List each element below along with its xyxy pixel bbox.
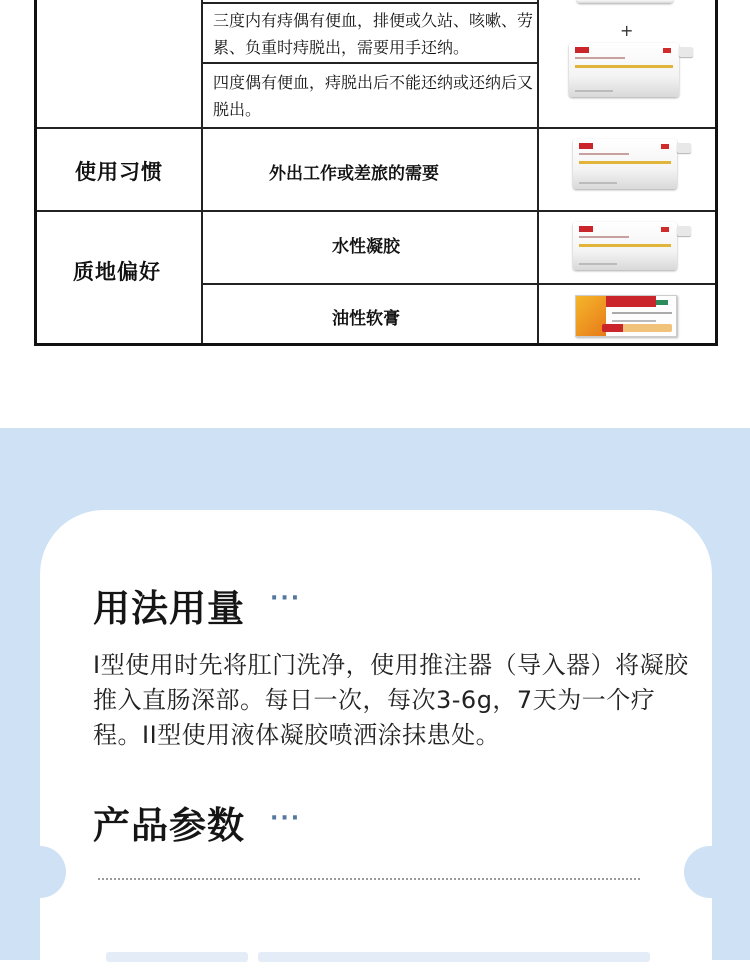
table-divider — [201, 283, 715, 285]
table-divider — [201, 0, 203, 343]
product-tube-image — [573, 139, 677, 189]
habit-value: 外出工作或差旅的需要 — [269, 164, 439, 184]
texture-category-label: 质地偏好 — [73, 260, 161, 284]
product-tube-image — [577, 0, 673, 3]
table-divider — [201, 2, 537, 4]
usage-section-title: 用法用量 — [93, 587, 245, 630]
texture-gel-label: 水性凝胶 — [332, 237, 400, 257]
product-tube-image — [569, 43, 679, 97]
card-notch-right — [684, 846, 736, 898]
usage-instructions: I型使用时先将肛门洗净，使用推注器（导入器）将凝胶推入直肠深部。每日一次，每次3-6g，7天为一个疗程。II型使用液体凝胶喷洒涂抹患处。 — [93, 651, 689, 749]
usage-title-dots: ··· — [270, 586, 302, 611]
table-divider — [201, 62, 537, 64]
product-tube-image — [573, 222, 677, 270]
fourth-degree-description: 四度偶有便血，痔脱出后不能还纳或还纳后又脱出。 — [213, 73, 534, 119]
card-notch-left — [14, 846, 66, 898]
plus-sign: + — [620, 21, 634, 40]
product-box-image — [575, 295, 677, 337]
table-divider — [537, 0, 539, 343]
params-title-dots: ··· — [270, 806, 302, 831]
third-degree-description: 三度内有痔偶有便血，排便或久站、咳嗽、劳累、负重时痔脱出，需要用手还纳。 — [213, 11, 534, 57]
texture-ointment-label: 油性软膏 — [332, 309, 400, 329]
comparison-table — [34, 0, 718, 346]
params-table-header — [106, 952, 248, 962]
params-table-header — [258, 952, 650, 962]
table-divider — [37, 127, 715, 129]
params-section-title: 产品参数 — [93, 804, 245, 847]
section-divider — [98, 878, 640, 880]
table-divider — [37, 210, 715, 212]
habit-category-label: 使用习惯 — [75, 160, 163, 184]
